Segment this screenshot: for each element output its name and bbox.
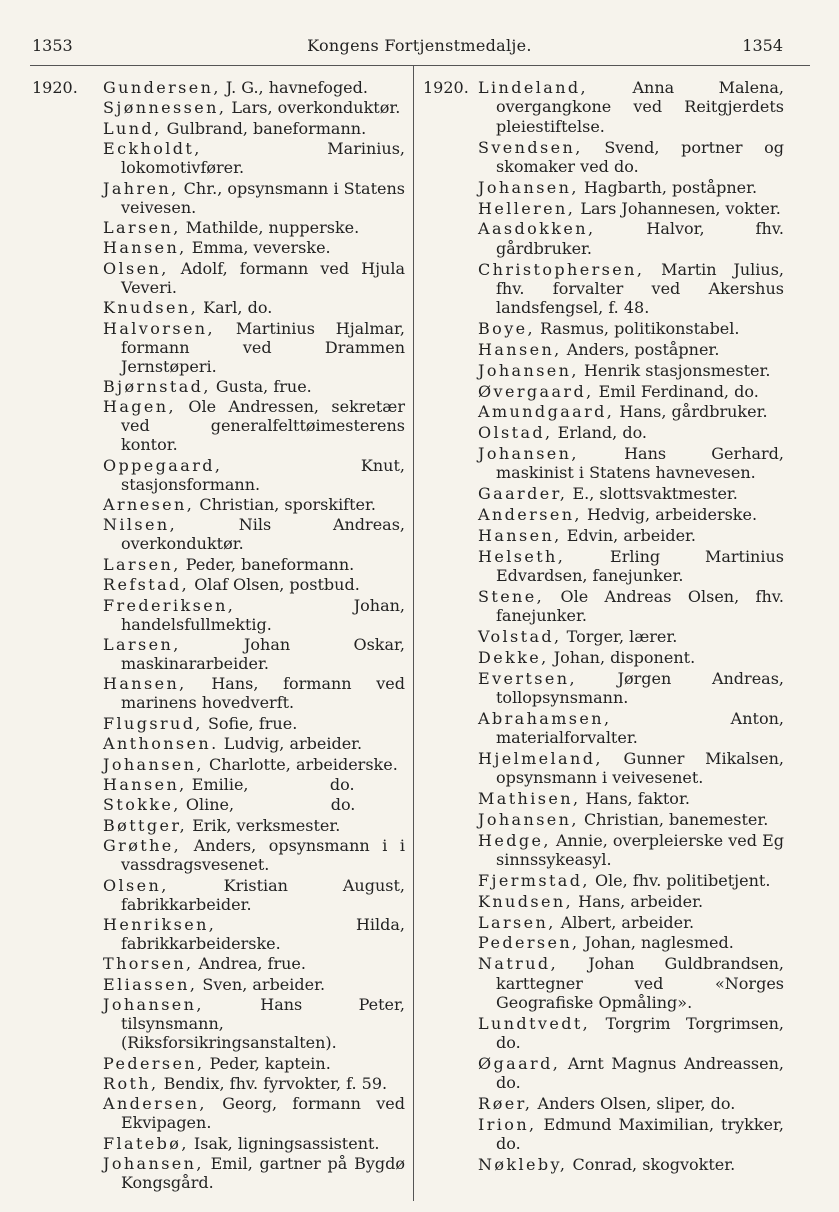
list-item bbox=[103, 674, 411, 713]
list-item bbox=[478, 484, 784, 503]
recipient-details: Hans, gårdbruker. bbox=[614, 402, 768, 422]
recipient-details: Anna Malena, overgangkone ved Reitgjerdets pleiestiftelse. bbox=[496, 78, 790, 136]
recipient-details: Edmund Maximilian, trykker, do. bbox=[496, 1115, 790, 1154]
list-item bbox=[103, 1094, 411, 1133]
recipient-name: Refstad, bbox=[103, 575, 190, 595]
list-item bbox=[478, 708, 790, 748]
recipient-name: Hagen, bbox=[103, 397, 176, 417]
list-item bbox=[478, 1115, 790, 1154]
recipient-name: Fjermstad, bbox=[478, 871, 590, 890]
recipient-name: Volstad, bbox=[478, 627, 562, 646]
list-item bbox=[103, 995, 411, 1053]
recipient-name: Abrahamsen, bbox=[478, 708, 612, 728]
recipient-details: J. G., havnefoged. bbox=[220, 78, 368, 97]
recipient-name: Andersen, bbox=[103, 1094, 207, 1114]
recipient-details: Torgrim Torgrimsen, do. bbox=[496, 1013, 790, 1053]
recipient-name: Hansen, bbox=[103, 774, 187, 794]
recipient-details: Anders, poståpner. bbox=[561, 340, 720, 360]
recipient-name: Thorsen, bbox=[103, 954, 194, 974]
recipient-details: Peder, kaptein. bbox=[204, 1053, 331, 1073]
recipient-name: Hansen, bbox=[478, 525, 562, 545]
list-item bbox=[103, 595, 411, 634]
recipient-details: Christian, banemester. bbox=[578, 810, 769, 829]
recipient-name: Johansen, bbox=[478, 444, 579, 463]
recipient-name: Oppegaard, bbox=[103, 455, 223, 475]
recipient-name: Amundgaard, bbox=[478, 402, 615, 422]
recipient-details: Rasmus, politikonstabel. bbox=[534, 319, 740, 339]
recipient-details: Mathilde, nupperske. bbox=[180, 217, 360, 237]
recipient-details: Anders, opsynsmann i i vassdragsvesenet. bbox=[121, 836, 411, 875]
recipient-name: Flatebø, bbox=[103, 1133, 189, 1153]
right-column bbox=[478, 78, 790, 1176]
recipient-details: Georg, formann ved Ekvipagen. bbox=[121, 1094, 411, 1133]
header-rule bbox=[30, 65, 810, 66]
recipient-name: Olstad, bbox=[478, 423, 553, 443]
recipient-name: Irion, bbox=[478, 1115, 537, 1134]
list-item bbox=[103, 397, 411, 455]
list-item bbox=[478, 1013, 790, 1053]
list-item bbox=[103, 218, 405, 237]
recipient-name: Larsen, bbox=[103, 554, 181, 574]
list-item bbox=[103, 238, 405, 257]
list-item bbox=[103, 635, 411, 674]
recipient-details: Erling Martinius Edvardsen, fanejunker. bbox=[496, 546, 790, 585]
recipient-name: Lundtvedt, bbox=[478, 1013, 591, 1033]
recipient-details: Johan, naglesmed. bbox=[579, 933, 734, 953]
recipient-details: Karl, do. bbox=[198, 298, 273, 318]
recipient-details: Kristian August, fabrikkarbeider. bbox=[121, 875, 411, 914]
list-item bbox=[103, 795, 405, 814]
recipient-details: Ludvig, arbeider. bbox=[218, 734, 363, 754]
recipient-name: Larsen, bbox=[478, 912, 556, 932]
recipient-details: Bendix, fhv. fyrvokter, f. 59. bbox=[158, 1073, 388, 1093]
recipient-details: Erland, do. bbox=[552, 423, 648, 443]
recipient-details: Hans Peter, tilsynsmann, (Riksforsikringsanstalten). bbox=[121, 995, 411, 1053]
recipient-details: Emma, veverske. bbox=[186, 238, 331, 258]
recipient-name: Roth, bbox=[103, 1073, 159, 1093]
recipient-name: Hjelmeland, bbox=[478, 749, 603, 768]
recipient-name: Henriksen, bbox=[103, 914, 217, 934]
recipient-name: Lindeland, bbox=[478, 78, 589, 97]
recipient-name: Nilsen, bbox=[103, 515, 178, 535]
recipient-details: Isak, ligningsassistent. bbox=[188, 1133, 380, 1153]
list-item bbox=[478, 259, 790, 318]
recipient-name: Sjønnessen, bbox=[103, 98, 227, 118]
list-item bbox=[103, 755, 405, 774]
list-item bbox=[478, 871, 784, 890]
recipient-details: Hedvig, arbeiderske. bbox=[581, 505, 758, 524]
list-item bbox=[103, 495, 405, 514]
recipient-name: Evertsen, bbox=[478, 668, 577, 688]
page-number-left: 1353 bbox=[32, 36, 73, 55]
recipient-name: Larsen, bbox=[103, 217, 181, 237]
list-item bbox=[478, 137, 790, 177]
recipient-details: Jørgen Andreas, tollopsynsmann. bbox=[496, 668, 790, 707]
list-item bbox=[103, 575, 405, 594]
running-title: Kongens Fortjenstmedalje. bbox=[307, 36, 532, 55]
recipient-name: Hansen, bbox=[478, 340, 562, 360]
recipient-name: Jahren, bbox=[103, 178, 179, 198]
recipient-name: Larsen, bbox=[103, 635, 181, 655]
recipient-details: Arnt Magnus Andreassen, do. bbox=[496, 1054, 790, 1093]
recipient-name: Johansen, bbox=[103, 995, 204, 1015]
list-item bbox=[478, 627, 784, 646]
recipient-details: Knut, stasjonsformann. bbox=[121, 455, 411, 494]
list-item bbox=[103, 914, 411, 953]
list-item bbox=[103, 298, 405, 317]
recipient-name: Pedersen, bbox=[103, 1053, 205, 1073]
recipient-details: Edvin, arbeider. bbox=[561, 525, 697, 545]
recipient-details: Sven, arbeider. bbox=[197, 974, 326, 994]
recipient-name: Olsen, bbox=[103, 258, 169, 278]
list-item bbox=[478, 1054, 790, 1093]
list-item bbox=[478, 78, 790, 136]
left-column bbox=[103, 78, 411, 1193]
recipient-details: Lars, overkonduktør. bbox=[226, 98, 401, 118]
recipient-name: Dekke, bbox=[478, 647, 549, 667]
list-item bbox=[103, 1054, 405, 1073]
recipient-name: Eliassen, bbox=[103, 974, 198, 994]
recipient-name: Hansen, bbox=[103, 674, 187, 694]
recipient-name: Stene, bbox=[478, 586, 545, 606]
recipient-name: Johansen, bbox=[103, 1154, 204, 1174]
recipient-name: Pedersen, bbox=[478, 933, 580, 953]
recipient-details: Henrik stasjonsmester. bbox=[578, 360, 771, 380]
recipient-name: Svendsen, bbox=[478, 137, 583, 157]
list-item bbox=[103, 78, 405, 97]
recipient-details: Christian, sporskifter. bbox=[194, 495, 376, 515]
recipient-name: Johansen, bbox=[478, 360, 579, 380]
recipient-name: Anthonsen. bbox=[103, 734, 219, 754]
list-item bbox=[478, 361, 784, 380]
recipient-name: Aasdokken, bbox=[478, 219, 596, 239]
recipient-name: Olsen, bbox=[103, 875, 169, 895]
list-item bbox=[478, 789, 784, 808]
recipient-name: Røer, bbox=[478, 1094, 533, 1114]
list-item bbox=[478, 402, 784, 421]
recipient-details: Marinius, lokomotivfører. bbox=[121, 139, 411, 178]
list-item bbox=[478, 219, 790, 258]
recipient-details: Johan Guldbrandsen, karttegner ved «Norges Geografiske Opmåling». bbox=[496, 954, 790, 1012]
recipient-details: Adolf, formann ved Hjula Veveri. bbox=[121, 258, 411, 297]
recipient-name: Halvorsen, bbox=[103, 318, 215, 338]
recipient-name: Knudsen, bbox=[478, 891, 574, 911]
recipient-name: Johansen, bbox=[478, 177, 579, 197]
list-item bbox=[103, 836, 411, 875]
list-item bbox=[478, 892, 784, 911]
recipient-name: Flugsrud, bbox=[103, 713, 203, 733]
recipient-details: Conrad, skogvokter. bbox=[567, 1155, 736, 1175]
list-item bbox=[103, 816, 405, 835]
recipient-name: Gaarder, bbox=[478, 484, 568, 504]
list-item bbox=[478, 382, 784, 401]
recipient-name: Bøttger, bbox=[103, 815, 188, 835]
recipient-details: Hans, arbeider. bbox=[573, 891, 704, 911]
recipient-details: Hans, formann ved marinens hovedverft. bbox=[121, 674, 411, 713]
list-item bbox=[478, 830, 790, 870]
list-item bbox=[478, 178, 784, 197]
list-item bbox=[478, 444, 790, 483]
list-item bbox=[103, 555, 405, 574]
list-item bbox=[103, 734, 405, 753]
recipient-name: Stokke, bbox=[103, 795, 181, 815]
list-item bbox=[478, 810, 784, 829]
recipient-details: Oline, do. bbox=[180, 795, 356, 815]
recipient-details: Emilie, do. bbox=[186, 774, 355, 794]
list-item bbox=[478, 423, 784, 442]
recipient-details: Ole Andreas Olsen, fhv. fanejunker. bbox=[496, 586, 790, 626]
page-number-right: 1354 bbox=[742, 36, 783, 55]
recipient-name: Knudsen, bbox=[103, 298, 199, 318]
recipient-details: Martinius Hjalmar, formann ved Drammen Jernstøperi. bbox=[121, 318, 411, 376]
recipient-details: Peder, baneformann. bbox=[180, 554, 355, 574]
list-item bbox=[103, 119, 405, 138]
list-item bbox=[478, 340, 784, 359]
recipient-details: Erik, verksmester. bbox=[187, 815, 341, 835]
recipient-details: Nils Andreas, overkonduktør. bbox=[121, 515, 411, 554]
recipient-details: Emil, gartner på Bygdø Kongsgård. bbox=[121, 1154, 411, 1193]
list-item bbox=[478, 586, 790, 626]
recipient-details: Lars Johannesen, vokter. bbox=[575, 198, 781, 218]
list-item bbox=[103, 1154, 411, 1193]
list-item bbox=[478, 933, 784, 952]
list-item bbox=[478, 1155, 784, 1174]
recipient-name: Natrud, bbox=[478, 954, 559, 974]
recipient-details: Johan Oskar, maskinararbeider. bbox=[121, 635, 411, 674]
list-item bbox=[103, 1134, 405, 1153]
recipient-details: E., slottsvaktmester. bbox=[567, 484, 738, 504]
list-item bbox=[103, 455, 411, 494]
recipient-name: Bjørnstad, bbox=[103, 376, 211, 396]
recipient-details: Andrea, frue. bbox=[193, 954, 306, 974]
list-item bbox=[103, 139, 411, 178]
recipient-details: Sofie, frue. bbox=[202, 713, 298, 733]
list-item bbox=[478, 526, 784, 545]
list-item bbox=[103, 1074, 405, 1093]
recipient-name: Johansen, bbox=[103, 754, 204, 774]
recipient-details: Olaf Olsen, postbud. bbox=[189, 575, 360, 595]
recipient-details: Gunner Mikalsen, opsynsmann i veivesenet. bbox=[496, 749, 790, 788]
list-item bbox=[478, 954, 790, 1012]
list-item bbox=[478, 749, 790, 788]
list-item bbox=[103, 98, 405, 117]
recipient-name: Arnesen, bbox=[103, 495, 195, 515]
recipient-details: Hans, faktor. bbox=[580, 789, 690, 809]
list-item bbox=[103, 775, 405, 794]
recipient-details: Ole Andressen, sekretær ved generalfelttøimesterens kontor. bbox=[121, 397, 411, 455]
list-item bbox=[478, 505, 784, 524]
recipient-details: Albert, arbeider. bbox=[555, 912, 695, 932]
list-item bbox=[103, 178, 411, 217]
list-item bbox=[478, 913, 784, 932]
recipient-name: Helseth, bbox=[478, 546, 566, 566]
recipient-details: Anders Olsen, sliper, do. bbox=[532, 1094, 736, 1114]
recipient-name: Boye, bbox=[478, 319, 535, 339]
list-item bbox=[478, 199, 784, 218]
recipient-name: Øgaard, bbox=[478, 1054, 561, 1073]
recipient-details: Hilda, fabrikkarbeiderske. bbox=[121, 914, 411, 953]
recipient-name: Christophersen, bbox=[478, 259, 645, 279]
recipient-details: Johan, disponent. bbox=[548, 647, 696, 667]
list-item bbox=[103, 515, 411, 554]
list-item bbox=[478, 319, 784, 338]
recipient-details: Emil Ferdinand, do. bbox=[593, 381, 759, 401]
page-header bbox=[0, 0, 839, 62]
recipient-details: Svend, portner og skomaker ved do. bbox=[496, 137, 790, 177]
recipient-name: Eckholdt, bbox=[103, 139, 202, 159]
recipient-details: Annie, overpleierske ved Eg sinnssykeasyl. bbox=[496, 830, 790, 870]
list-item bbox=[103, 714, 405, 733]
list-item bbox=[103, 954, 405, 973]
recipient-details: Hagbarth, poståpner. bbox=[578, 177, 758, 197]
list-item bbox=[103, 258, 411, 297]
recipient-name: Helleren, bbox=[478, 198, 576, 218]
list-item bbox=[478, 668, 790, 708]
year-label-left: 1920. bbox=[32, 78, 78, 97]
recipient-details: Hans Gerhard, maskinist i Statens havnevesen. bbox=[496, 444, 790, 483]
recipient-details: Halvor, fhv. gårdbruker. bbox=[496, 219, 790, 258]
list-item bbox=[478, 1094, 784, 1113]
list-item bbox=[103, 318, 411, 376]
recipient-name: Nøkleby, bbox=[478, 1155, 568, 1175]
recipient-details: Gusta, frue. bbox=[210, 376, 312, 396]
recipient-details: Martin Julius, fhv. forvalter ved Akershus landsfengsel, f. 48. bbox=[496, 259, 790, 318]
recipient-details: Torger, lærer. bbox=[561, 627, 678, 646]
year-label-right: 1920. bbox=[423, 78, 469, 97]
list-item bbox=[103, 975, 405, 994]
recipient-name: Gundersen, bbox=[103, 78, 221, 97]
recipient-details: Chr., opsynsmann i Statens veivesen. bbox=[121, 178, 411, 217]
recipient-details: Gulbrand, baneformann. bbox=[161, 118, 367, 138]
recipient-details: Ole, fhv. politibetjent. bbox=[589, 871, 771, 890]
recipient-name: Frederiksen, bbox=[103, 595, 236, 615]
recipient-name: Hedge, bbox=[478, 830, 551, 850]
recipient-details: Johan, handelsfullmektig. bbox=[121, 595, 411, 634]
recipient-details: Charlotte, arbeiderske. bbox=[203, 754, 398, 774]
list-item bbox=[103, 875, 411, 914]
recipient-name: Øvergaard, bbox=[478, 381, 594, 401]
list-item bbox=[478, 546, 790, 586]
recipient-name: Grøthe, bbox=[103, 836, 182, 856]
recipient-name: Mathisen, bbox=[478, 789, 581, 809]
recipient-details: Anton, materialforvalter. bbox=[496, 708, 790, 748]
recipient-name: Hansen, bbox=[103, 238, 187, 258]
list-item bbox=[478, 648, 784, 667]
recipient-name: Andersen, bbox=[478, 505, 582, 524]
column-divider bbox=[413, 66, 414, 1201]
recipient-name: Lund, bbox=[103, 118, 162, 138]
recipient-name: Johansen, bbox=[478, 810, 579, 829]
list-item bbox=[103, 377, 405, 396]
